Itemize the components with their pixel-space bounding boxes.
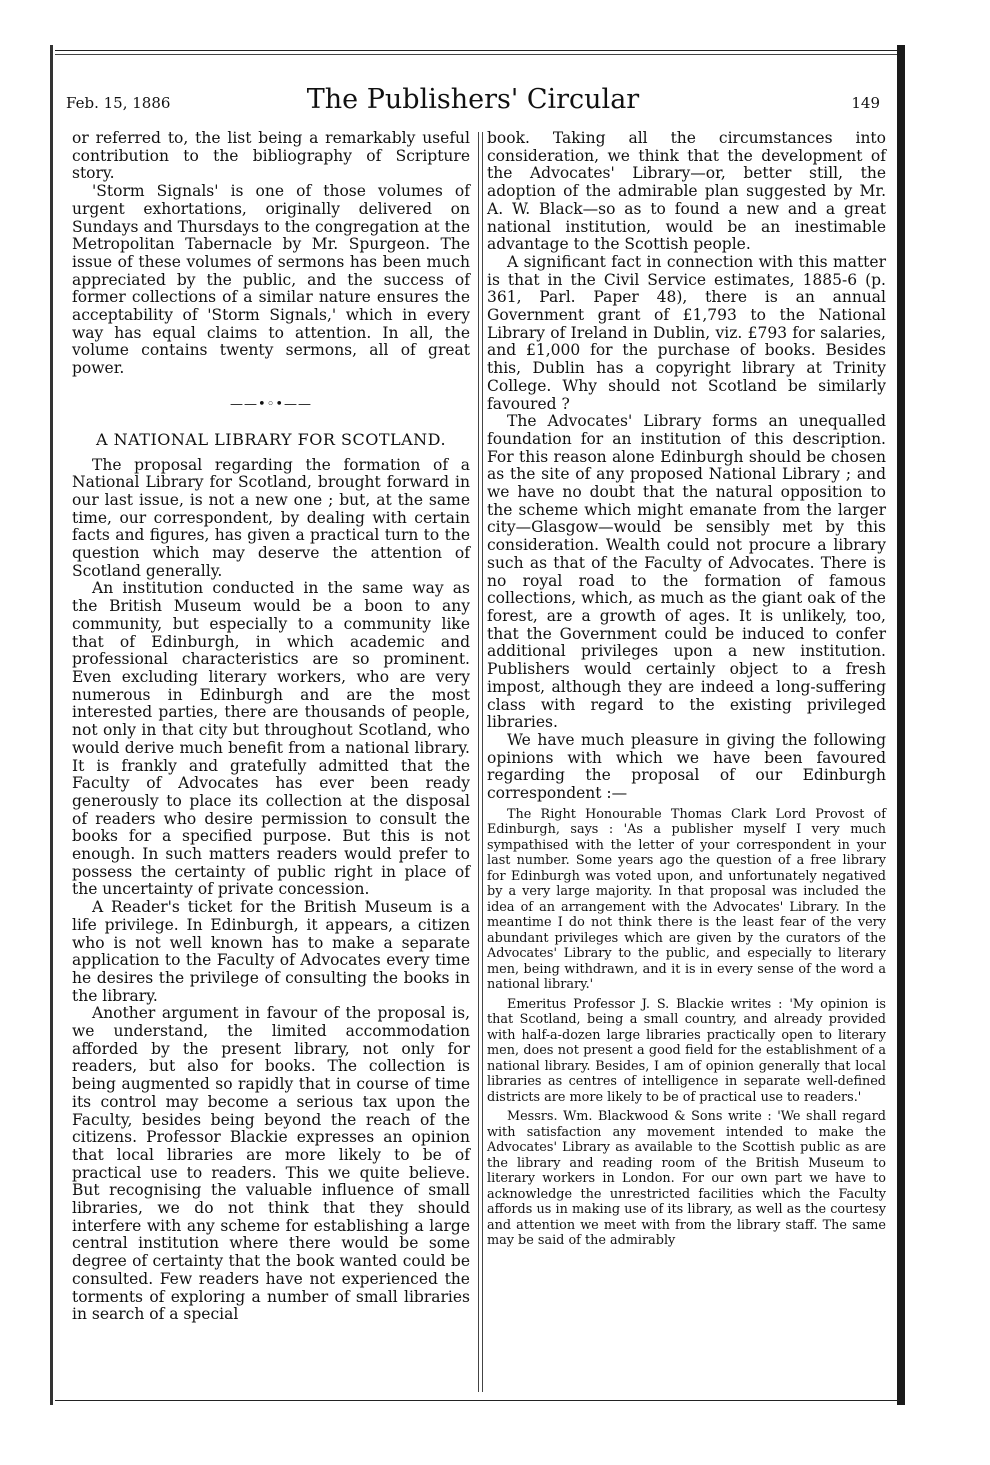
right-column (487, 130, 886, 1249)
column-divider (478, 132, 479, 1392)
paragraph: 'Storm Signals' is one of those volumes of urgent exhortations, originally delivered on Sundays and Thursdays to the congregation at the Metropolitan Tabernacle by Mr. Spurgeon. The issue of these volumes of sermons has been much appreciated by the public, and the success of former collections of a similar nature ensures the acceptability of 'Storm Signals,' which in every way has equal claims to attention. In all, the volume contains twenty sermons, all of great power. (72, 182, 470, 378)
left-column (72, 130, 470, 1324)
opinion-blackwood-sons: Messrs. Wm. Blackwood & Sons write : 'We shall regard with satisfaction any movement intended to make the Advocates' Library as available to the Scottish public as are the library and reading room of the British Museum to literary workers in London. For our own part we have to acknowledge the unrestricted facilities which the Faculty affords us in making use of its library, as well as the courtesy and attention we meet with from the library staff. The same may be said of the admirably (487, 1109, 886, 1249)
page-number: 149 (851, 94, 880, 112)
paragraph: The Advocates' Library forms an unequalled foundation for an institution of this description. For this reason alone Edinburgh should be chosen as the site of any proposed National Library ; and we have no doubt that the natural opposition to the scheme which might emanate from the larger city—Glasgow—would be sensibly met by this consideration. Wealth could not procure a library such as that of the Faculty of Advocates. There is no royal road to the formation of famous collections, which, as much as the giant oak of the forest, are a growth of ages. It is unlikely, too, that the Government could be induced to confer additional privileges upon a new institution. Publishers would certainly object to a fresh impost, although they are indeed a long-suffering class with regard to the existing privileged libraries. (487, 412, 886, 732)
opinion-professor-blackie: Emeritus Professor J. S. Blackie writes : 'My opinion is that Scotland, being a small country, and already provided with half-a-dozen large libraries practically open to literary men, does not present a good field for the establishment of a national library. Besides, I am of opinion generally that local libraries as centres of intelligence in separate well-defined districts are more likely to be of practical use to readers.' (487, 996, 886, 1105)
paragraph: book. Taking all the circumstances into consideration, we think that the development of the Advocates' Library—or, better still, the adoption of the admirable plan suggested by Mr. A. W. Black—so as to found a new and a great national institution, would be an inestimable advantage to the Scottish people. (487, 129, 886, 254)
opinion-lord-provost: The Right Honourable Thomas Clark Lord Provost of Edinburgh, says : 'As a publisher myself I very much sympathised with the letter of your correspondent in your last number. Some years ago the question of a free library for Edinburgh was voted upon, and unfortunately negatived by a very large majority. In that proposal was included the idea of an arrangement with the Advocates' Library. In the meantime I do not think there is the least fear of the very abundant privileges which are given by the curators of the Advocates' Library to the public, and especially to literary men, being withdrawn, and it is in every sense of the word a national library.' (487, 806, 886, 993)
paragraph: An institution conducted in the same way as the British Museum would be a boon to any community, but especially to a community like that of Edinburgh, in which academic and professional characteristics are so prominent. Even excluding literary workers, who are very numerous in Edinburgh and are the most interested parties, there are thousands of people, not only in that city but throughout Scotland, who would derive much benefit from a national library. It is frankly and gratefully admitted that the Faculty of Advocates has ever been ready generously to place its collection at the disposal of readers who desire permission to consult the books for a specified purpose. But this is not enough. In such matters readers would prefer to possess the certainty of public right in place of the uncertainty of private concession. (72, 579, 470, 899)
article-heading: A NATIONAL LIBRARY FOR SCOTLAND. (95, 429, 447, 449)
top-rule-inner (55, 54, 900, 55)
right-margin-bar (897, 45, 905, 1405)
left-margin-bar (50, 45, 53, 1405)
issue-date: Feb. 15, 1886 (66, 94, 171, 112)
section-separator: ——•◦•—— (229, 396, 312, 412)
page-header (66, 84, 880, 124)
paragraph: A significant fact in connection with this matter is that in the Civil Service estimates, 1885-6 (p. 361, Parl. Paper 48), there is an annual Government grant of £1,793 to the National Library of Ireland in Dublin, viz. £793 for salaries, and £1,000 for the purchase of books. Besides this, Dublin has a copyright library at Trinity College. Why should not Scotland be similarly favoured ? (487, 252, 886, 413)
bottom-rule (55, 1400, 900, 1401)
paragraph: Another argument in favour of the proposal is, we understand, the limited accommodation afforded by the present library, not only for readers, but also for books. The collection is being augmented so rapidly that in course of time its control may become a serious tax upon the Faculty, besides being beyond the reach of the citizens. Professor Blackie expresses an opinion that local libraries are more likely to be of practical use to readers. This we quite believe. But recognising the valuable influence of small libraries, we do not think that they should interfere with any scheme for establishing a large central institution where there would be some degree of certainty that the book wanted could be consulted. Few readers have not experienced the torments of exploring a number of small libraries in search of a special (72, 1004, 470, 1324)
quoted-opinions (487, 807, 886, 1249)
paragraph: We have much pleasure in giving the following opinions with which we have been favoured regarding the proposal of our Edinburgh correspondent :— (487, 730, 886, 803)
paragraph: The proposal regarding the formation of a National Library for Scotland, brought forward in our last issue, is not a new one ; but, at the same time, our correspondent, by dealing with certain facts and figures, has given a practical turn to the question which may deserve the attention of Scotland generally. (72, 455, 470, 580)
publication-title: The Publishers' Circular (306, 84, 640, 115)
column-divider-inner (482, 132, 483, 1392)
paragraph: or referred to, the list being a remarkably useful contribution to the bibliography of Scripture story. (72, 129, 470, 183)
paragraph: A Reader's ticket for the British Museum is a life privilege. In Edinburgh, it appears, a citizen who is not well known has to make a separate application to the Faculty of Advocates every time he desires the privilege of consulting the books in the library. (72, 898, 470, 1005)
top-rule (55, 50, 900, 51)
